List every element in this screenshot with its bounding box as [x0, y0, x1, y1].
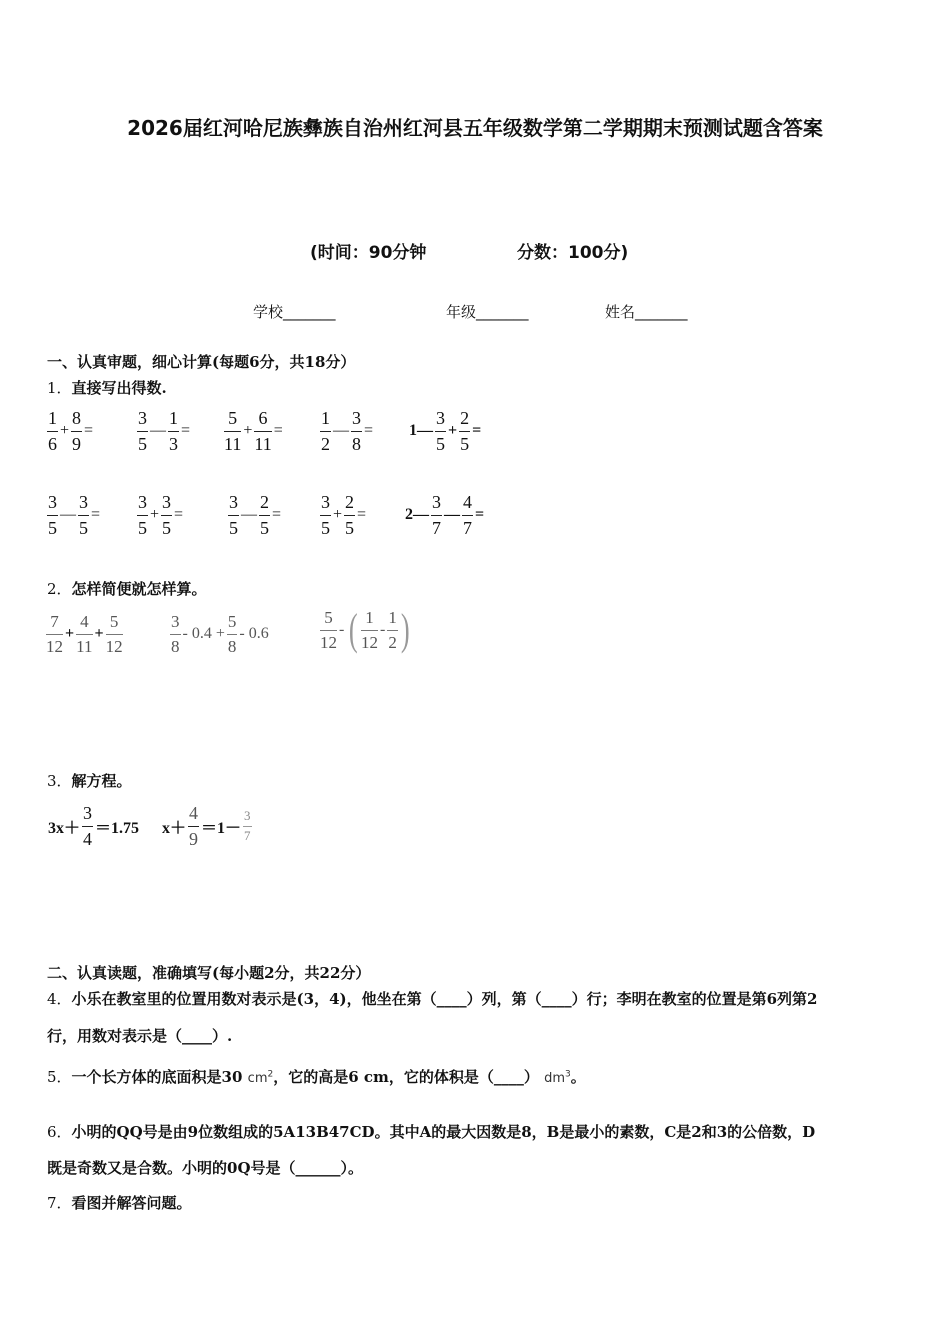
- fraction: $\frac{3}{8}$: [171, 612, 180, 656]
- question-number: 3．: [47, 772, 72, 790]
- q1-expr-7: $\frac{3}{5}$ + $\frac{3}{5}$ =: [138, 492, 184, 538]
- fraction: $\frac{6}{11}$: [254, 408, 272, 454]
- fraction: $\frac{8}{9}$: [72, 408, 82, 454]
- question-number: 1．: [47, 379, 72, 397]
- fraction: $\frac{2}{5}$: [345, 492, 355, 538]
- q1-expr-9: $\frac{3}{5}$ + $\frac{2}{5}$ =: [321, 492, 367, 538]
- question-number: 4．: [47, 990, 72, 1008]
- fraction: $\frac{1}{3}$: [169, 408, 178, 454]
- q1-expr-2: $\frac{3}{5}$ — $\frac{1}{3}$ =: [138, 408, 191, 454]
- question-text: 直接写出得数.: [71, 379, 167, 397]
- section-1-heading: 一、认真审题，细心计算(每题6分，共18分）: [47, 353, 356, 371]
- fraction: $\frac{3}{5}$: [321, 492, 330, 538]
- fraction: $\frac{5}{8}$: [227, 612, 237, 656]
- fraction: $\frac{3}{5}$: [79, 492, 88, 538]
- fraction: $\frac{3}{5}$: [48, 492, 57, 538]
- fraction: $\frac{4}{11}$: [76, 612, 93, 656]
- time-limit: (时间：90分钟: [310, 243, 427, 263]
- fraction: $\frac{4}{9}$: [189, 803, 199, 849]
- fraction: $\frac{3}{5}$: [436, 408, 445, 454]
- fraction: $\frac{5}{12}$: [105, 612, 123, 656]
- q3-equation-1: 3x＋ $\frac{3}{4}$ ＝1.75: [48, 803, 140, 849]
- fraction: $\frac{1}{6}$: [48, 408, 57, 454]
- fraction: $\frac{1}{12}$: [360, 608, 378, 652]
- q2-expr-1: $\frac{7}{12}$ + $\frac{4}{11}$ + $\frac{5}{12}$: [46, 612, 123, 656]
- unit-cm2: $cm^2$: [247, 1069, 274, 1086]
- question-2: [47, 578, 207, 599]
- school-field: 学校_______: [253, 303, 336, 321]
- question-text: 看图并解答问题。: [71, 1194, 192, 1212]
- question-number: 2．: [47, 580, 72, 598]
- question-4-cont: 行，用数对表示是（____）.: [47, 1027, 233, 1045]
- q2-expr-3: $\frac{5}{12}$ - ( $\frac{1}{12}$ - $\frac{1}{2}$ ): [320, 605, 410, 655]
- fraction: $\frac{3}{8}$: [352, 408, 361, 454]
- question-4: [47, 988, 818, 1009]
- question-number: 6．: [47, 1123, 72, 1141]
- name-field: 姓名_______: [605, 303, 688, 321]
- fraction: $\frac{3}{7}$: [432, 492, 441, 538]
- fraction: $\frac{4}{7}$: [463, 492, 472, 538]
- question-text-line-1: 小明的QQ号是由9位数组成的5A13B47CD。其中A的最大因数是8，B是最小的素数，C是2和3的公倍数，D: [71, 1123, 816, 1141]
- fraction: $\frac{7}{12}$: [46, 612, 63, 656]
- question-7: [47, 1192, 192, 1213]
- question-6: [47, 1121, 815, 1142]
- q1-expr-1: $\frac{1}{6}$ + $\frac{8}{9}$ =: [48, 408, 94, 454]
- unit-dm3: $dm^3$: [544, 1069, 571, 1086]
- question-5: 5．一个长方体的底面积是30 $cm^2$，它的高是6 cm，它的体积是（____） $dm^3$。: [47, 1068, 586, 1086]
- question-number: 5．: [47, 1068, 72, 1086]
- fraction: $\frac{3}{4}$: [83, 803, 93, 849]
- q1-expr-3: $\frac{5}{11}$ + $\frac{6}{11}$ =: [224, 408, 283, 454]
- fraction: $\frac{2}{5}$: [460, 408, 470, 454]
- question-text: 怎样简便就怎样算。: [71, 580, 207, 598]
- question-text-line-1: 小乐在教室里的位置用数对表示是(3，4)，他坐在第（____）列，第（____）行；李明在教室的位置是第6列第2: [71, 990, 818, 1008]
- grade-field: 年级_______: [446, 303, 529, 321]
- fraction: $\frac{1}{2}$: [321, 408, 330, 454]
- q1-expr-5: 1— $\frac{3}{5}$ + $\frac{2}{5}$ =: [409, 408, 482, 454]
- q1-expr-10: 2— $\frac{3}{7}$ — $\frac{4}{7}$ =: [405, 492, 485, 538]
- question-text: 解方程。: [71, 772, 132, 790]
- right-paren: ): [400, 605, 410, 655]
- q1-expr-4: $\frac{1}{2}$ — $\frac{3}{8}$ =: [321, 408, 374, 454]
- fraction: $\frac{1}{2}$: [388, 608, 397, 652]
- section-2-heading: 二、认真读题，准确填写(每小题2分，共22分）: [47, 964, 371, 982]
- total-score: 分数：100分): [517, 243, 629, 263]
- q1-expr-6: $\frac{3}{5}$ — $\frac{3}{5}$ =: [48, 492, 101, 538]
- fraction: $\frac{2}{5}$: [260, 492, 269, 538]
- left-paren: (: [349, 605, 359, 655]
- fraction: $\frac{3}{5}$: [162, 492, 172, 538]
- fraction: $\frac{3}{7}$: [244, 807, 251, 843]
- fraction: $\frac{3}{5}$: [229, 492, 238, 538]
- question-number: 7．: [47, 1194, 72, 1212]
- fraction: $\frac{5}{11}$: [224, 408, 242, 454]
- document-title: 2026届红河哈尼族彝族自治州红河县五年级数学第二学期期末预测试题含答案: [127, 116, 823, 140]
- q1-expr-8: $\frac{3}{5}$ — $\frac{2}{5}$ =: [229, 492, 282, 538]
- question-6-cont: 既是奇数又是合数。小明的0Q号是（______）。: [47, 1159, 364, 1177]
- question-3: [47, 770, 132, 791]
- q2-expr-2: $\frac{3}{8}$ - 0.4 + $\frac{5}{8}$ - 0.6: [171, 612, 269, 656]
- question-1: [47, 377, 167, 398]
- fraction: $\frac{3}{5}$: [138, 492, 147, 538]
- q3-equation-2: x＋ $\frac{4}{9}$ ＝1－ $\frac{3}{7}$: [162, 803, 251, 849]
- fraction: $\frac{5}{12}$: [320, 608, 337, 652]
- fraction: $\frac{3}{5}$: [138, 408, 147, 454]
